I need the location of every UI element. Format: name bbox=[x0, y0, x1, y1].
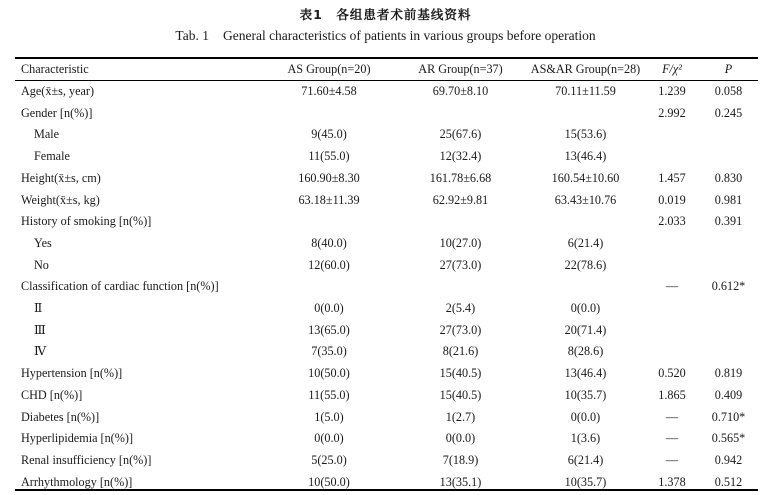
baseline-characteristics-table bbox=[15, 58, 758, 493]
table-row bbox=[15, 168, 758, 190]
row-characteristic: Hyperlipidemia [n(%)] bbox=[21, 431, 134, 446]
f-chi2-value: 0.019 bbox=[658, 192, 686, 207]
f-chi2-value: 1.239 bbox=[658, 84, 686, 98]
row-characteristic: Hypertension [n(%)] bbox=[21, 366, 123, 381]
as-group-value: 0(0.0) bbox=[314, 431, 344, 446]
as-ar-group-value: 63.43±10.76 bbox=[554, 192, 617, 207]
table-row bbox=[15, 103, 758, 125]
as-ar-group-value: 20(71.4) bbox=[564, 322, 607, 337]
as-ar-group-value: 15(53.6) bbox=[564, 127, 607, 142]
p-value: 0.612* bbox=[711, 279, 746, 294]
p-value: 0.245 bbox=[714, 105, 743, 120]
as-group-value bbox=[263, 211, 395, 233]
row-characteristic: Ⅳ bbox=[34, 344, 47, 359]
as-group-value: 11(55.0) bbox=[308, 149, 350, 164]
as-ar-group-value: 22(78.6) bbox=[564, 257, 607, 272]
table-row bbox=[15, 320, 758, 342]
table-row bbox=[15, 233, 758, 255]
as-group-value: 8(40.0) bbox=[311, 235, 347, 250]
ar-group-value: 7(18.9) bbox=[442, 452, 479, 467]
f-chi2-value: 0.520 bbox=[658, 366, 686, 381]
ar-group-value: 69.70±8.10 bbox=[432, 84, 489, 98]
p-value: 0.512 bbox=[714, 474, 743, 489]
f-chi2-value: 2.033 bbox=[658, 214, 686, 229]
table-row bbox=[15, 146, 758, 168]
as-group-value: 63.18±11.39 bbox=[298, 192, 360, 207]
table-caption-chinese: 表1 各组患者术前基线资料 bbox=[299, 7, 472, 22]
f-chi2-value bbox=[645, 124, 699, 146]
row-characteristic: Weight(x̄±s, kg) bbox=[21, 192, 100, 207]
p-value bbox=[699, 146, 758, 168]
ar-group-value: 15(40.5) bbox=[439, 366, 482, 381]
table-body bbox=[15, 81, 758, 493]
f-chi2-value: 1.457 bbox=[658, 170, 686, 185]
table-caption-english bbox=[0, 28, 771, 44]
table-row bbox=[15, 124, 758, 146]
as-group-value: 10(50.0) bbox=[308, 366, 350, 381]
f-chi2-value: — bbox=[665, 279, 679, 294]
as-ar-group-value: 6(21.4) bbox=[567, 235, 604, 250]
as-ar-group-value: 0(0.0) bbox=[570, 409, 601, 424]
row-characteristic: Renal insufficiency [n(%)] bbox=[21, 452, 152, 467]
f-chi2-value: — bbox=[665, 409, 679, 424]
p-value bbox=[699, 124, 758, 146]
f-chi2-value bbox=[645, 255, 699, 277]
p-value: 0.710* bbox=[711, 409, 746, 424]
as-group-value bbox=[263, 276, 395, 298]
ar-group-value: 27(73.0) bbox=[439, 322, 482, 337]
p-value bbox=[699, 233, 758, 255]
ar-group-value: 8(21.6) bbox=[442, 344, 479, 359]
ar-group-value: 25(67.6) bbox=[439, 127, 482, 142]
header-ar-group: AR Group(n=37) bbox=[418, 62, 503, 76]
row-characteristic: CHD [n(%)] bbox=[21, 387, 83, 402]
row-characteristic: Arrhythmology [n(%)] bbox=[21, 474, 133, 489]
f-chi2-value bbox=[645, 320, 699, 342]
row-characteristic: Yes bbox=[34, 235, 52, 250]
table-row bbox=[15, 211, 758, 233]
header-as-group: AS Group(n=20) bbox=[287, 62, 371, 76]
f-chi2-value bbox=[645, 298, 699, 320]
row-characteristic: Gender [n(%)] bbox=[21, 105, 93, 120]
table-title: General characteristics of patients in various groups before operation bbox=[222, 28, 596, 43]
p-value bbox=[699, 255, 758, 277]
p-value: 0.058 bbox=[714, 84, 743, 98]
p-value bbox=[699, 298, 758, 320]
as-group-value: 12(60.0) bbox=[308, 257, 350, 272]
as-group-value: 9(45.0) bbox=[311, 127, 347, 142]
ar-group-value: 12(32.4) bbox=[439, 149, 482, 164]
ar-group-value: 15(40.5) bbox=[439, 387, 482, 402]
f-chi2-value: — bbox=[665, 452, 679, 467]
p-value: 0.391 bbox=[714, 214, 743, 229]
p-value: 0.409 bbox=[714, 387, 743, 402]
f-chi2-value: — bbox=[665, 431, 679, 446]
as-ar-group-value bbox=[526, 103, 645, 125]
row-characteristic: Classification of cardiac function [n(%)] bbox=[21, 279, 219, 294]
ar-group-value: 2(5.4) bbox=[445, 301, 476, 316]
row-characteristic: History of smoking [n(%)] bbox=[21, 214, 152, 229]
as-ar-group-value: 1(3.6) bbox=[570, 431, 601, 446]
row-characteristic: Ⅲ bbox=[34, 322, 46, 337]
row-characteristic: No bbox=[34, 257, 49, 272]
row-characteristic: Age(x̄±s, year) bbox=[21, 84, 95, 98]
as-group-value: 10(50.0) bbox=[308, 474, 350, 489]
ar-group-value: 62.92±9.81 bbox=[432, 192, 489, 207]
as-ar-group-value: 8(28.6) bbox=[567, 344, 604, 359]
ar-group-value: 1(2.7) bbox=[445, 409, 476, 424]
as-group-value: 71.60±4.58 bbox=[301, 84, 357, 98]
table-row bbox=[15, 472, 758, 494]
ar-group-value: 27(73.0) bbox=[439, 257, 482, 272]
header-p-value: P bbox=[724, 62, 733, 76]
table-row bbox=[15, 341, 758, 363]
p-value bbox=[699, 320, 758, 342]
f-chi2-value bbox=[645, 146, 699, 168]
as-ar-group-value: 160.54±10.60 bbox=[551, 170, 620, 185]
row-characteristic: Ⅱ bbox=[34, 301, 43, 316]
ar-group-value: 0(0.0) bbox=[445, 431, 476, 446]
as-group-value bbox=[263, 103, 395, 125]
p-value: 0.819 bbox=[714, 366, 743, 381]
header-as-ar-group: AS&AR Group(n=28) bbox=[530, 62, 641, 76]
row-characteristic: Diabetes [n(%)] bbox=[21, 409, 100, 424]
as-ar-group-value: 0(0.0) bbox=[570, 301, 601, 316]
p-value bbox=[699, 341, 758, 363]
table-label: Tab. 1 bbox=[175, 28, 209, 43]
row-characteristic: Male bbox=[34, 127, 60, 142]
table-row bbox=[15, 81, 758, 103]
table-row bbox=[15, 363, 758, 385]
ar-group-value bbox=[395, 211, 526, 233]
table-row bbox=[15, 428, 758, 450]
table-header-row bbox=[15, 58, 758, 81]
table-row bbox=[15, 450, 758, 472]
as-group-value: 1(5.0) bbox=[314, 409, 344, 424]
f-chi2-value: 1.378 bbox=[658, 474, 686, 489]
f-chi2-value: 2.992 bbox=[658, 105, 686, 120]
p-value: 0.981 bbox=[714, 192, 743, 207]
table-row bbox=[15, 385, 758, 407]
header-f-chi2: F/χ² bbox=[662, 62, 682, 76]
table-row bbox=[15, 298, 758, 320]
table-row bbox=[15, 190, 758, 212]
header-characteristic: Characteristic bbox=[21, 62, 89, 76]
as-ar-group-value bbox=[526, 211, 645, 233]
as-ar-group-value: 13(46.4) bbox=[564, 149, 607, 164]
as-group-value: 11(55.0) bbox=[308, 387, 350, 402]
f-chi2-value bbox=[645, 341, 699, 363]
ar-group-value: 10(27.0) bbox=[439, 235, 482, 250]
f-chi2-value bbox=[645, 233, 699, 255]
as-group-value: 7(35.0) bbox=[311, 344, 347, 359]
as-ar-group-value: 6(21.4) bbox=[567, 452, 604, 467]
as-group-value: 160.90±8.30 bbox=[298, 170, 360, 185]
as-group-value: 13(65.0) bbox=[308, 322, 350, 337]
as-group-value: 0(0.0) bbox=[314, 301, 344, 316]
ar-group-value bbox=[395, 103, 526, 125]
as-ar-group-value: 70.11±11.59 bbox=[555, 84, 616, 98]
as-group-value: 5(25.0) bbox=[311, 452, 347, 467]
as-ar-group-value: 13(46.4) bbox=[564, 366, 607, 381]
as-ar-group-value: 10(35.7) bbox=[564, 387, 607, 402]
as-ar-group-value bbox=[526, 276, 645, 298]
ar-group-value: 13(35.1) bbox=[439, 474, 482, 489]
table-row bbox=[15, 407, 758, 429]
p-value: 0.830 bbox=[714, 170, 743, 185]
as-ar-group-value: 10(35.7) bbox=[564, 474, 607, 489]
row-characteristic: Female bbox=[34, 149, 70, 164]
row-characteristic: Height(x̄±s, cm) bbox=[21, 170, 101, 185]
ar-group-value: 161.78±6.68 bbox=[429, 170, 492, 185]
table-row bbox=[15, 255, 758, 277]
f-chi2-value: 1.865 bbox=[658, 387, 686, 402]
p-value: 0.565* bbox=[711, 431, 746, 446]
table-row bbox=[15, 276, 758, 298]
p-value: 0.942 bbox=[714, 452, 743, 467]
ar-group-value bbox=[395, 276, 526, 298]
